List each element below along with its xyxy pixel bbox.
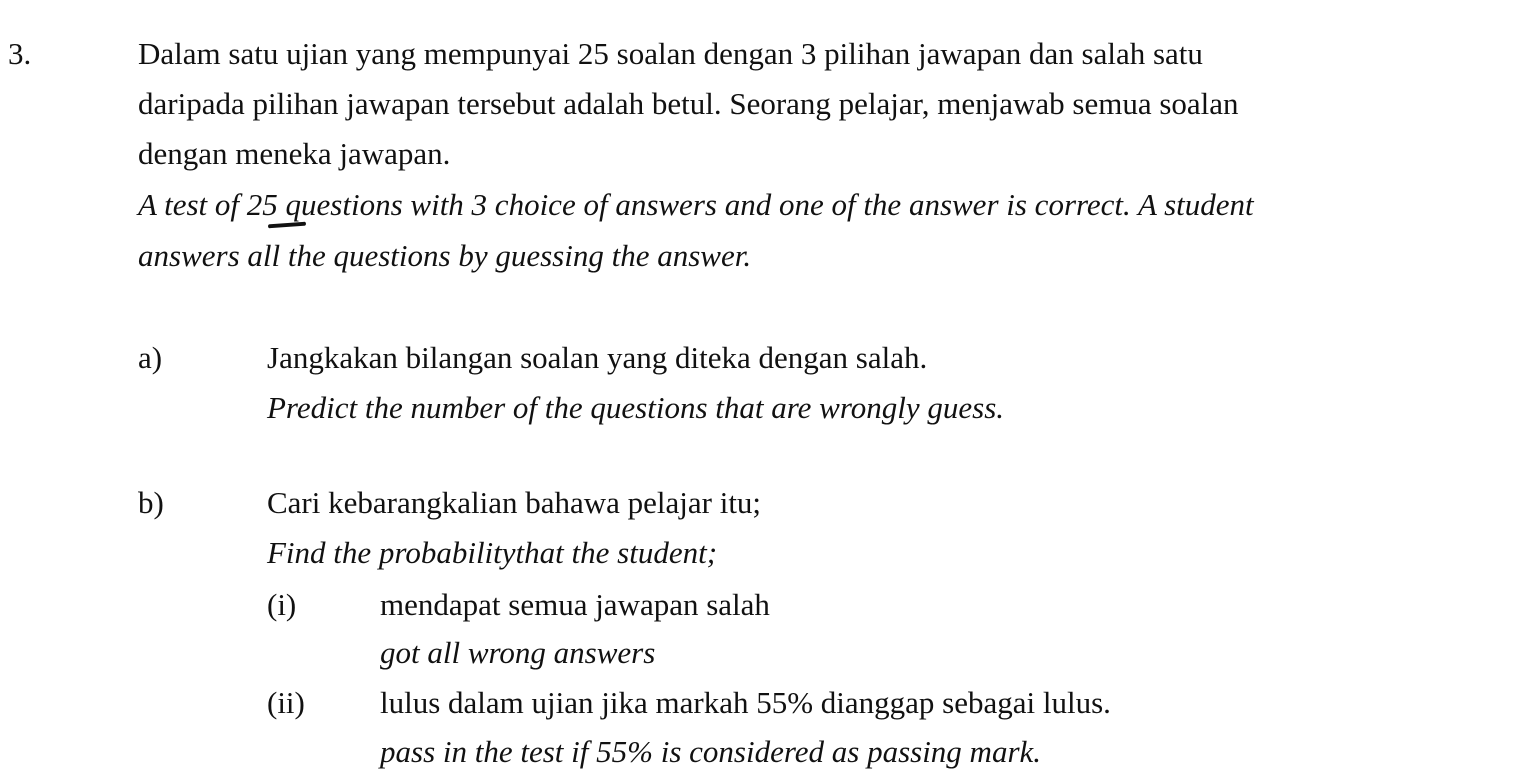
sub-ii-english: pass in the test if 55% is considered as passing mark. — [380, 734, 1042, 769]
part-b-label: b) — [138, 485, 164, 520]
question-malay-line-2: daripada pilihan jawapan tersebut adalah betul. Seorang pelajar, menjawab semua soalan — [138, 86, 1239, 121]
english-line-1-after: questions with 3 choice of answers and one of the answer is correct. A student — [277, 187, 1254, 222]
sub-i-label: (i) — [267, 587, 297, 622]
question-english-line-2: answers all the questions by guessing the answer. — [138, 238, 752, 273]
sub-ii-malay: lulus dalam ujian jika markah 55% dianggap sebagai lulus. — [380, 685, 1111, 720]
part-a-english: Predict the number of the questions that are wrongly guess. — [267, 390, 1005, 425]
question-number: 3. — [8, 36, 32, 71]
sub-ii-label: (ii) — [267, 685, 305, 720]
question-malay-line-3: dengan meneka jawapan. — [138, 136, 451, 171]
sub-i-malay: mendapat semua jawapan salah — [380, 587, 770, 622]
question-english-line-1 — [138, 187, 1254, 223]
sub-i-english: got all wrong answers — [380, 635, 656, 670]
english-line-1-before: A test of — [138, 187, 247, 222]
part-a-label: a) — [138, 340, 163, 375]
question-malay-line-1: Dalam satu ujian yang mempunyai 25 soalan dengan 3 pilihan jawapan dan salah satu — [138, 36, 1203, 71]
part-b-malay: Cari kebarangkalian bahawa pelajar itu; — [267, 485, 762, 520]
part-a-malay: Jangkakan bilangan soalan yang diteka dengan salah. — [267, 340, 928, 375]
emphasized-number: 25 — [246, 187, 278, 222]
part-b-english: Find the probabilitythat the student; — [267, 535, 718, 570]
